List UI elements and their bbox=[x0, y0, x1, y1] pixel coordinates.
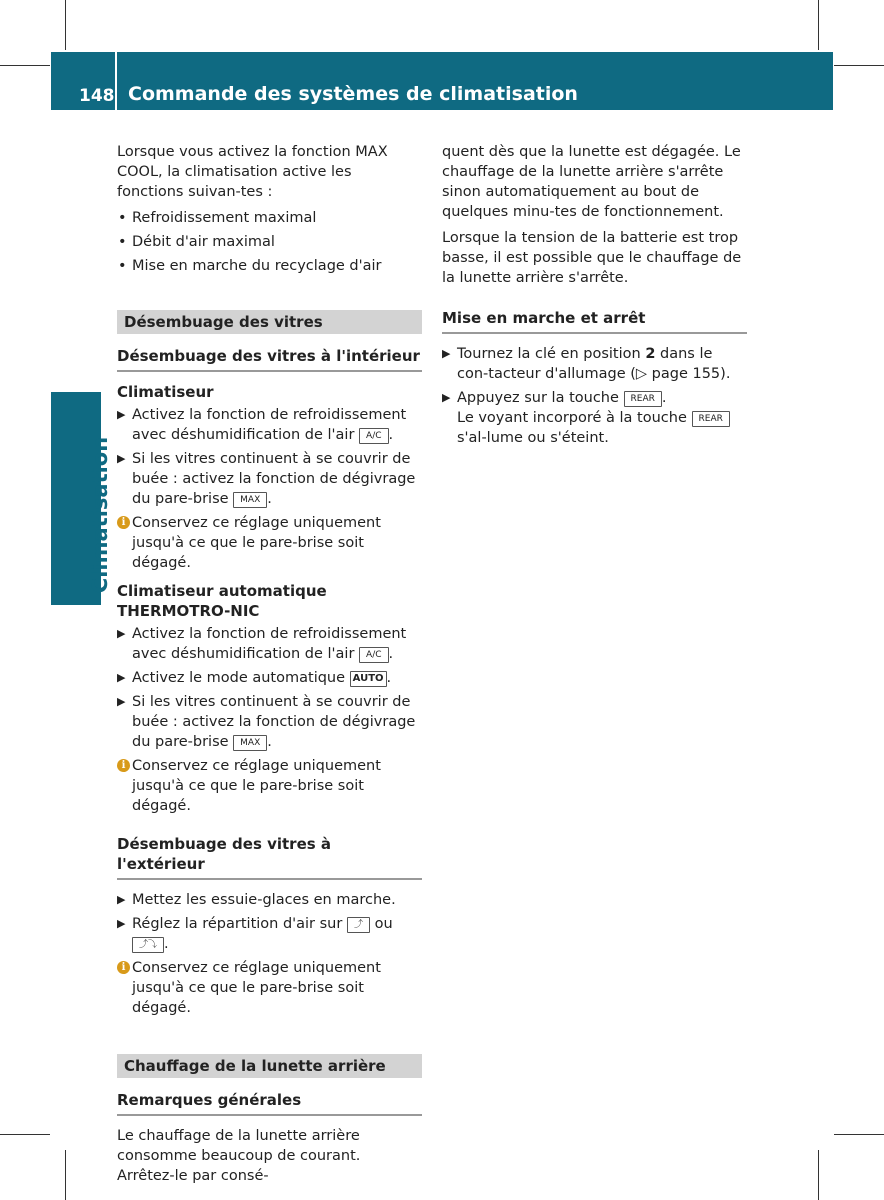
triangle-icon: ▶ bbox=[117, 408, 126, 421]
left-column bbox=[117, 142, 422, 1192]
triangle-icon: ▶ bbox=[442, 347, 451, 360]
info-note: i Conservez ce réglage uniquement jusqu'à ce que le pare-brise soit dégagé. bbox=[117, 756, 422, 816]
heading-climatiseur: Climatiseur bbox=[117, 383, 214, 401]
heading-thermotronic: Climatiseur automatique THERMOTRO-NIC bbox=[117, 582, 327, 620]
subsection-heading: Mise en marche et arrêt bbox=[442, 308, 747, 334]
step-item: ▶ Activez la fonction de refroidissement avec déshumidification de l'air A/C . bbox=[117, 626, 407, 662]
triangle-icon: ▶ bbox=[117, 917, 126, 930]
defrost-key-icon: MAX bbox=[233, 735, 267, 751]
crop-mark bbox=[65, 1150, 66, 1200]
info-icon: i bbox=[117, 961, 130, 974]
crop-mark bbox=[65, 0, 66, 50]
step-item: ▶ Activez la fonction de refroidissement avec déshumidification de l'air A/C . bbox=[117, 407, 407, 443]
subsection-heading: Désembuage des vitres à l'intérieur bbox=[117, 346, 422, 372]
step-item: ▶ Appuyez sur la touche REAR . Le voyant incorporé à la touche REAR s'al-lume ou s'éteint. bbox=[442, 388, 747, 448]
list-item: • Refroidissement maximal bbox=[118, 210, 317, 226]
auto-key-icon: AUTO bbox=[350, 671, 387, 687]
triangle-icon: ▶ bbox=[117, 671, 126, 684]
info-note: i Conservez ce réglage uniquement jusqu'à ce que le pare-brise soit dégagé. bbox=[117, 513, 422, 573]
subsection-heading: Désembuage des vitres à l'extérieur bbox=[117, 834, 422, 880]
step-item: ▶ Si les vitres continuent à se couvrir de buée : activez la fonction de dégivrage du pare-brise MAX . bbox=[117, 694, 416, 750]
ac-key-icon: A/C bbox=[359, 647, 388, 663]
info-note: i Conservez ce réglage uniquement jusqu'à ce que le pare-brise soit dégagé. bbox=[117, 958, 422, 1018]
triangle-icon: ▶ bbox=[117, 627, 126, 640]
page-number: 148 bbox=[79, 86, 115, 106]
step-item: ▶ Réglez la répartition d'air sur ⤴ ou ⤴⤵ . bbox=[117, 916, 393, 952]
crop-mark bbox=[818, 1150, 819, 1200]
page-title: Commande des systèmes de climatisation bbox=[128, 83, 578, 105]
airflow-windshield-key-icon: ⤴ bbox=[347, 917, 370, 933]
triangle-icon: ▶ bbox=[442, 391, 451, 404]
step-item: ▶ Mettez les essuie-glaces en marche. bbox=[117, 892, 396, 908]
page-header bbox=[51, 52, 833, 110]
body-text: Le chauffage de la lunette arrière consomme beaucoup de courant. Arrêtez-le par consé- bbox=[117, 1128, 361, 1184]
step-item: ▶ Activez le mode automatique AUTO . bbox=[117, 670, 392, 686]
airflow-windshield-footwell-key-icon: ⤴⤵ bbox=[132, 937, 164, 953]
intro-text: Lorsque vous activez la fonction MAX COOL, la climatisation active les fonctions suivan-tes : bbox=[117, 144, 388, 200]
list-item: • Mise en marche du recyclage d'air bbox=[118, 258, 382, 274]
defrost-key-icon: MAX bbox=[233, 492, 267, 508]
right-column bbox=[442, 142, 747, 452]
crop-mark bbox=[834, 65, 884, 66]
crop-mark bbox=[0, 65, 50, 66]
rear-defrost-key-icon: REAR bbox=[692, 411, 730, 427]
body-text: Lorsque la tension de la batterie est trop basse, il est possible que le chauffage de la lunette arrière s'arrête. bbox=[442, 230, 742, 286]
triangle-icon: ▶ bbox=[117, 695, 126, 708]
step-item: ▶ Tournez la clé en position 2 dans le con-tacteur d'allumage (▷ page 155). bbox=[442, 346, 731, 382]
triangle-icon: ▶ bbox=[117, 452, 126, 465]
crop-mark bbox=[818, 0, 819, 50]
chapter-label: Climatisation bbox=[88, 436, 112, 594]
crop-mark bbox=[834, 1134, 884, 1135]
crop-mark bbox=[0, 1134, 50, 1135]
section-heading: Chauffage de la lunette arrière bbox=[117, 1054, 422, 1078]
info-icon: i bbox=[117, 516, 130, 529]
step-item: ▶ Si les vitres continuent à se couvrir de buée : activez la fonction de dégivrage du pare-brise MAX . bbox=[117, 451, 416, 507]
info-icon: i bbox=[117, 759, 130, 772]
section-heading: Désembuage des vitres bbox=[117, 310, 422, 334]
body-text: quent dès que la lunette est dégagée. Le chauffage de la lunette arrière s'arrête sinon automatiquement au bout de quelques minu-tes de fonctionnement. bbox=[442, 144, 741, 220]
rear-defrost-key-icon: REAR bbox=[624, 391, 662, 407]
header-divider bbox=[115, 52, 117, 110]
list-item: • Débit d'air maximal bbox=[118, 234, 275, 250]
ac-key-icon: A/C bbox=[359, 428, 388, 444]
triangle-icon: ▶ bbox=[117, 893, 126, 906]
subsection-heading: Remarques générales bbox=[117, 1090, 422, 1116]
